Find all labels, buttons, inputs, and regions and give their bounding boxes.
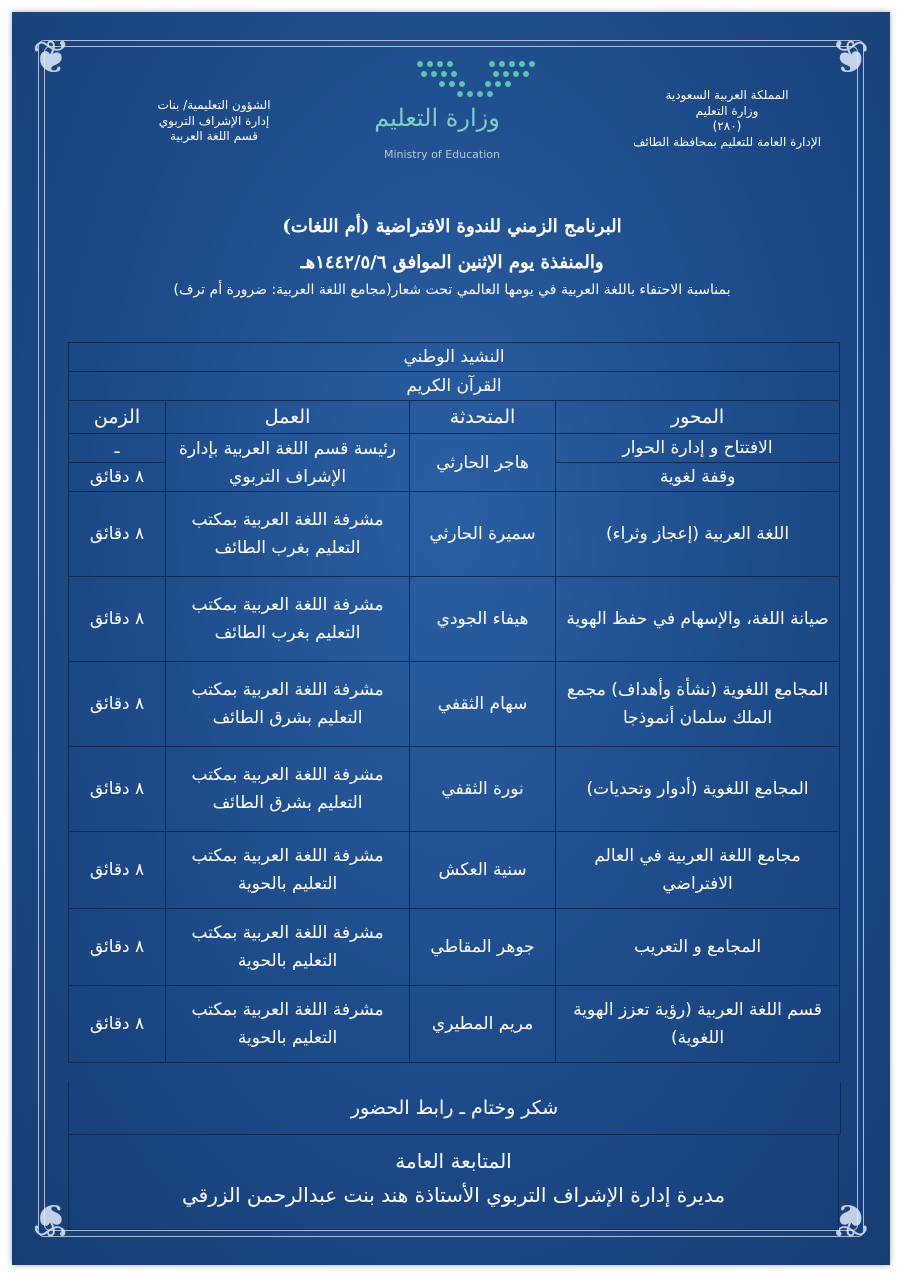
time-cell: ٨ دقائق (69, 909, 166, 986)
supervisor-name: مديرة إدارة الإشراف التربوي الأستاذة هند بنت عبدالرحمن الزرقي (181, 1183, 726, 1207)
header-line: (٢٨٠) (712, 119, 742, 133)
time-cell: ٨ دقائق (69, 747, 166, 832)
speaker-cell: جوهر المقاطي (410, 909, 556, 986)
topic-cell: قسم اللغة العربية (رؤية تعزز الهوية اللغوية) (556, 986, 840, 1063)
table-row (69, 832, 840, 909)
topic-cell: المجامع اللغوية (أدوار وتحديات) (556, 747, 840, 832)
supervision-title: المتابعة العامة (395, 1149, 512, 1173)
program-occasion: بمناسبة الاحتفاء باللغة العربية في يومها العالمي تحت شعار(مجامع اللغة العربية: ضرورة أم ترف) (173, 282, 731, 298)
time-cell: ٨ دقائق (69, 986, 166, 1063)
topic-cell: المجامع اللغوية (نشأة وأهداف) مجمع الملك سلمان أنموذجا (556, 662, 840, 747)
header-line: الشؤون التعليمية/ بنات (157, 98, 271, 112)
document-page (12, 12, 890, 1265)
table-row (69, 747, 840, 832)
linguistic-pause-topic: وقفة لغوية (556, 463, 840, 492)
header-line: إدارة الإشراف التربوي (158, 113, 270, 128)
program-date: والمنفذة يوم الإثنين الموافق ١٤٤٢/٥/٦هـ (300, 252, 604, 273)
role-cell: مشرفة اللغة العربية بمكتب التعليم بغرب الطائف (166, 577, 410, 662)
time-cell: ٨ دقائق (69, 492, 166, 577)
header-line: الإدارة العامة للتعليم بمحافظة الطائف (632, 134, 822, 149)
table-row (69, 909, 840, 986)
closing-row: شكر وختام ـ رابط الحضور (68, 1082, 841, 1135)
quran-row: القرآن الكريم (69, 372, 840, 401)
topic-cell: مجامع اللغة العربية في العالم الافتراضي (556, 832, 840, 909)
header-line: المملكة العربية السعودية (665, 88, 789, 102)
speaker-cell: سهام الثقفي (410, 662, 556, 747)
role-cell: مشرفة اللغة العربية بمكتب التعليم بالحوية (166, 986, 410, 1063)
schedule-table (68, 342, 840, 1063)
corner-ornament: ❦ (831, 30, 870, 84)
opening-role: رئيسة قسم اللغة العربية بإدارة الإشراف التربوي (166, 434, 410, 492)
role-cell: مشرفة اللغة العربية بمكتب التعليم بشرق الطائف (166, 662, 410, 747)
column-header-topic: المحور (556, 401, 840, 434)
ministry-logo (342, 56, 542, 166)
opening-time: ٨ دقائق (69, 463, 166, 492)
opening-speaker: هاجر الحارثي (410, 434, 556, 492)
anthem-row: النشيد الوطني (69, 343, 840, 372)
opening-time-dash: ـ (69, 434, 166, 463)
role-cell: مشرفة اللغة العربية بمكتب التعليم بالحوية (166, 832, 410, 909)
header-ministry-info (612, 88, 842, 150)
speaker-cell: نورة الثقفي (410, 747, 556, 832)
column-header-time: الزمن (69, 401, 166, 434)
table-row (69, 662, 840, 747)
role-cell: مشرفة اللغة العربية بمكتب التعليم بغرب الطائف (166, 492, 410, 577)
topic-cell: اللغة العربية (إعجاز وثراء) (556, 492, 840, 577)
header-line: قسم اللغة العربية (169, 129, 259, 143)
speaker-cell: سنية العكش (410, 832, 556, 909)
speaker-cell: هيفاء الجودي (410, 577, 556, 662)
header-department-info (124, 98, 304, 145)
logo-arabic-text: وزارة التعليم (374, 104, 500, 132)
speaker-cell: سميرة الحارثي (410, 492, 556, 577)
table-row (69, 577, 840, 662)
table-row (69, 986, 840, 1063)
corner-ornament: ❦ (32, 30, 71, 84)
role-cell: مشرفة اللغة العربية بمكتب التعليم بشرق الطائف (166, 747, 410, 832)
time-cell: ٨ دقائق (69, 832, 166, 909)
time-cell: ٨ دقائق (69, 662, 166, 747)
topic-cell: المجامع و التعريب (556, 909, 840, 986)
opening-topic: الافتتاح و إدارة الحوار (556, 434, 840, 463)
column-header-role: العمل (166, 401, 410, 434)
header-line: وزارة التعليم (695, 103, 759, 118)
time-cell: ٨ دقائق (69, 577, 166, 662)
role-cell: مشرفة اللغة العربية بمكتب التعليم بالحوية (166, 909, 410, 986)
corner-ornament: ❦ (831, 1193, 870, 1247)
program-title: البرنامج الزمني للندوة الافتراضية (أم اللغات) (282, 216, 622, 237)
table-row (69, 492, 840, 577)
logo-dots-icon (412, 56, 542, 106)
logo-english-text: Ministry of Education (383, 148, 500, 161)
speaker-cell: مريم المطيري (410, 986, 556, 1063)
supervision-block (68, 1134, 839, 1230)
corner-ornament: ❦ (32, 1193, 71, 1247)
column-header-speaker: المتحدثة (410, 401, 556, 434)
topic-cell: صيانة اللغة، والإسهام في حفظ الهوية (556, 577, 840, 662)
